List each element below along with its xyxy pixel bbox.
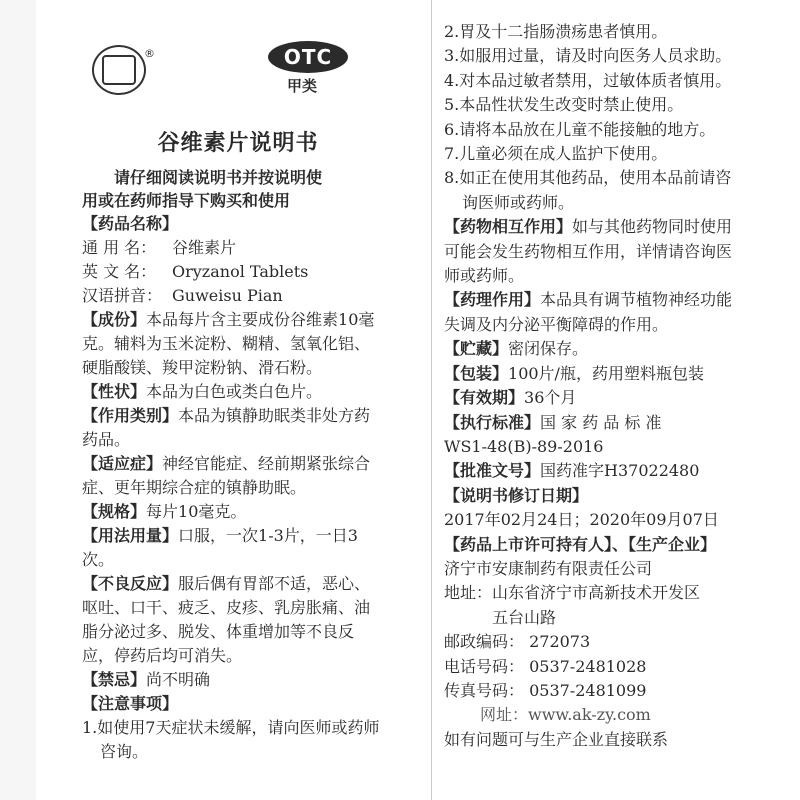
- heading-contraindications: 【禁忌】: [82, 670, 147, 689]
- pinyin-key: 汉语拼音：: [82, 286, 163, 305]
- registered-mark: ®: [144, 47, 155, 60]
- left-column: [82, 12, 382, 764]
- heading-category: 【作用类别】: [82, 406, 179, 425]
- company-name: 济宁市安康制药有限责任公司: [444, 558, 653, 578]
- heading-holder: 【药品上市许可持有人】、【生产企业】: [444, 534, 717, 554]
- pinyin-row: [82, 284, 382, 308]
- heading-character: 【性状】: [82, 382, 147, 401]
- english-name-key: 英 文 名：: [82, 262, 157, 281]
- address-line-2: 五台山路: [492, 607, 557, 627]
- column-fold-line: [431, 0, 432, 800]
- reading-notice: [82, 166, 382, 212]
- heading-approval: 【批准文号】: [444, 461, 541, 481]
- section-validity: [444, 386, 744, 410]
- section-composition: [82, 308, 382, 380]
- package-text: 100片/瓶，药用塑料瓶包装: [508, 363, 704, 383]
- section-approval: [444, 459, 744, 483]
- heading-validity: 【有效期】: [444, 388, 525, 408]
- pinyin-value: Guweisu Pian: [172, 286, 283, 305]
- heading-interactions: 【药物相互作用】: [444, 217, 573, 237]
- address-key: 地址：: [444, 583, 493, 603]
- indications-text: 神经官能症、经前期紧张综合症、更年期综合症的镇静助眠。: [82, 454, 371, 497]
- fax: 传真号码： 0537-2481099: [444, 680, 647, 700]
- address-line-1: 山东省济宁市高新技术开发区: [492, 583, 701, 603]
- precaution-item-5: 5.本品性状发生改变时禁止使用。: [444, 95, 684, 115]
- specification-text: 每片10毫克。: [146, 502, 247, 521]
- heading-indications: 【适应症】: [82, 454, 163, 473]
- precaution-item-4: 4.对本品过敏者禁用，过敏体质者慎用。: [444, 70, 732, 90]
- english-name-row: [82, 260, 382, 284]
- adverse-reactions-text: 服后偶有胃部不适，恶心、呕吐、口干、疲乏、皮疹、乳房胀痛、油脂分泌过多、脱发、体重增加等不良反应，停药后均可消失。: [82, 574, 371, 665]
- section-holder: [444, 533, 744, 753]
- left-margin: [0, 0, 36, 800]
- section-drug-name: [82, 212, 382, 308]
- document-title: 谷维素片说明书: [157, 131, 319, 156]
- heading-package: 【包装】: [444, 363, 509, 383]
- generic-name-row: [82, 236, 382, 260]
- dosage-text: 口服，一次1-3片，一日3次。: [82, 526, 358, 569]
- precaution-item-1: 1.如使用7天症状未缓解，请向医师或药师咨询。: [82, 718, 380, 761]
- precaution-item-3: 3.如服用过量，请及时向医务人员求助。: [444, 46, 732, 66]
- section-contraindications: [82, 668, 382, 692]
- heading-standard: 【执行标准】: [444, 412, 541, 432]
- interactions-text: 如与其他药物同时使用可能会发生药物相互作用，详情请咨询医师或药师。: [444, 217, 733, 286]
- section-package: [444, 362, 744, 386]
- section-revision: [444, 484, 744, 533]
- standard-code: WS1-48(B)-89-2016: [444, 436, 604, 456]
- heading-specification: 【规格】: [82, 502, 147, 521]
- address-row: [444, 581, 744, 605]
- right-column: [444, 20, 744, 752]
- heading-drug-name: 【药品名称】: [82, 214, 179, 233]
- notice-line-2: 用或在药师指导下购买和使用: [82, 191, 291, 210]
- section-category: [82, 404, 382, 452]
- company-logo-icon: [92, 45, 146, 95]
- section-interactions: [444, 215, 744, 288]
- pharmacology-text: 本品具有调节植物神经功能失调及内分泌平衡障碍的作用。: [444, 290, 733, 334]
- heading-revision: 【说明书修订日期】: [444, 485, 589, 505]
- heading-pharmacology: 【药理作用】: [444, 290, 541, 310]
- otc-class-label: 甲类: [287, 77, 318, 95]
- leaflet-header: [82, 12, 382, 116]
- storage-text: 密闭保存。: [508, 339, 589, 359]
- heading-adverse-reactions: 【不良反应】: [82, 574, 179, 593]
- otc-badge: OTC: [268, 41, 348, 73]
- standard-text: 国 家 药 品 标 准: [540, 412, 662, 432]
- generic-name-key: 通 用 名：: [82, 238, 157, 257]
- category-text: 本品为镇静助眠类非处方药药品。: [82, 406, 371, 449]
- section-adverse-reactions: [82, 572, 382, 668]
- approval-text: 国药准字H37022480: [540, 461, 700, 481]
- section-indications: [82, 452, 382, 500]
- revision-dates: 2017年02月24日；2020年09月07日: [444, 510, 719, 530]
- character-text: 本品为白色或类白色片。: [146, 382, 323, 401]
- composition-text: 本品每片含主要成份谷维素10毫克。辅料为玉米淀粉、糊精、氢氧化铝、硬脂酸镁、羧甲淀粉钠、滑石粉。: [82, 310, 375, 377]
- section-dosage: [82, 524, 382, 572]
- heading-precautions: 【注意事项】: [82, 694, 179, 713]
- heading-dosage: 【用法用量】: [82, 526, 179, 545]
- website: 网址：www.ak-zy.com: [480, 705, 651, 725]
- validity-text: 36个月: [524, 388, 577, 408]
- heading-composition: 【成份】: [82, 310, 147, 329]
- english-name-value: Oryzanol Tablets: [172, 262, 309, 281]
- contact-note: 如有问题可与生产企业直接联系: [444, 729, 669, 749]
- section-storage: [444, 337, 744, 361]
- heading-storage: 【贮藏】: [444, 339, 509, 359]
- precaution-item-8: 8.如正在使用其他药品，使用本品前请咨询医师或药师。: [444, 168, 732, 212]
- section-character: [82, 380, 382, 404]
- section-pharmacology: [444, 288, 744, 337]
- precaution-item-7: 7.儿童必须在成人监护下使用。: [444, 144, 668, 164]
- precaution-item-2: 2.胃及十二指肠溃疡患者慎用。: [444, 22, 668, 41]
- section-specification: [82, 500, 382, 524]
- notice-line-1: 请仔细阅读说明书并按说明使: [114, 168, 323, 187]
- precaution-item-6: 6.请将本品放在儿童不能接触的地方。: [444, 119, 716, 139]
- postcode: 邮政编码： 272073: [444, 632, 591, 652]
- phone: 电话号码： 0537-2481028: [444, 656, 647, 676]
- contraindications-text: 尚不明确: [146, 670, 211, 689]
- generic-name-value: 谷维素片: [172, 238, 237, 257]
- section-precautions: [82, 692, 382, 764]
- section-standard: [444, 411, 744, 460]
